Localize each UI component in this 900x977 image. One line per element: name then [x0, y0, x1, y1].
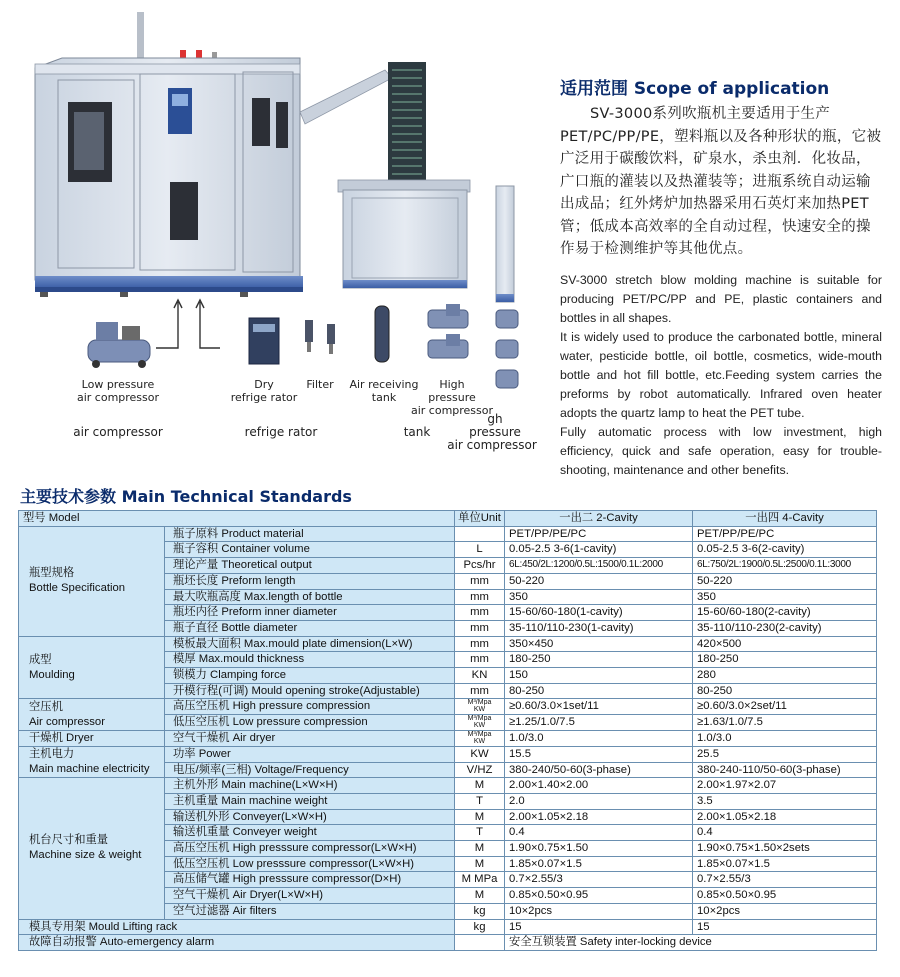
label-bottom-tank: tank [403, 425, 431, 439]
value-2-cavity: 1.85×0.07×1.5 [505, 856, 693, 872]
header-model: 型号 Model [19, 511, 455, 527]
unit: M [455, 841, 505, 857]
value-2-cavity: 180-250 [505, 652, 693, 668]
param: 最大吹瓶高度 Max.length of bottle [165, 589, 455, 605]
value-4-cavity: 50-220 [693, 573, 877, 589]
table-row [19, 699, 877, 715]
air-tank-illustration [375, 306, 389, 362]
value-4-cavity: 10×2pcs [693, 903, 877, 919]
value-4-cavity: 180-250 [693, 652, 877, 668]
unit [455, 699, 505, 715]
value-4-cavity: 15-60/60-180(2-cavity) [693, 605, 877, 621]
label-filter: Filter [306, 378, 334, 391]
param: 空气干燥机 Air Dryer(L×W×H) [165, 888, 455, 904]
param: 空气过滤器 Air filters [165, 903, 455, 919]
header-2-cavity: 一出二 2-Cavity [505, 511, 693, 527]
unit: T [455, 825, 505, 841]
param-mould-lifting-rack: 模具专用架 Mould Lifting rack [19, 919, 455, 935]
low-pressure-compressor-illustration [88, 322, 150, 368]
conveyor-illustration [300, 62, 514, 302]
value-4-cavity: 380-240-110/50-60(3-phase) [693, 762, 877, 778]
value-2-cavity: 2.00×1.05×2.18 [505, 809, 693, 825]
param: 空气干燥机 Air dryer [165, 730, 455, 746]
unit: L [455, 542, 505, 558]
value-4-cavity: 1.90×0.75×1.50×2sets [693, 841, 877, 857]
value-4-cavity: 0.05-2.5 3-6(2-cavity) [693, 542, 877, 558]
unit: kg [455, 903, 505, 919]
value-4-cavity: 15 [693, 919, 877, 935]
unit [455, 526, 505, 542]
scope-en-paragraph-1: SV-3000 stretch blow molding machine is suitable for producing PET/PC/PP and PE, plastic containers and bottles in all shapes. [560, 273, 882, 325]
value-4-cavity: 0.85×0.50×0.95 [693, 888, 877, 904]
label-bottom-refrigerator: refrige rator [244, 425, 318, 439]
scope-english-text [560, 271, 882, 480]
value-safety-interlocking: 安全互锁装置 Safety inter-locking device [505, 935, 877, 951]
value-2-cavity: 150 [505, 668, 693, 684]
scope-en-paragraph-2: It is widely used to produce the carbonated bottle, mineral water, pesticide bottle, oil bottle, cosmetics, wide-mouth bottle and hot fill bottle, etc.Feeding system carries the preforms by robot automatically. Infrared oven heater adopts the quartz lamp to heat the PET tube. [560, 330, 882, 420]
scope-title: 适用范围 Scope of application [560, 79, 830, 99]
value-2-cavity: PET/PP/PE/PC [505, 526, 693, 542]
unit: mm [455, 573, 505, 589]
value-2-cavity: ≥1.25/1.0/7.5 [505, 715, 693, 731]
unit: mm [455, 589, 505, 605]
unit: KN [455, 668, 505, 684]
value-2-cavity: 10×2pcs [505, 903, 693, 919]
value-2-cavity: 50-220 [505, 573, 693, 589]
value-4-cavity: ≥1.63/1.0/7.5 [693, 715, 877, 731]
unit [455, 935, 505, 951]
scope-chinese-text: SV-3000系列吹瓶机主要适用于生产PET/PC/PP/PE，塑料瓶以及各种形状的瓶，它被广泛用于碳酸饮料，矿泉水，杀虫剂．化妆品，广口瓶的灌装以及热灌装等；进瓶系统自动运输出成品；红外烤炉加热器采用石英灯来加热PET管；低成本高效率的全自动过程，快速安全的操作易于检测维护等其他优点。 [560, 106, 882, 257]
param: 高压储气罐 High presssure compressor(D×H) [165, 872, 455, 888]
value-4-cavity: 0.7×2.55/3 [693, 872, 877, 888]
value-2-cavity: 15-60/60-180(1-cavity) [505, 605, 693, 621]
group-moulding: 成型 Moulding [19, 636, 165, 699]
value-4-cavity: 6L:750/2L:1900/0.5L:2500/0.1L:3000 [693, 558, 877, 574]
label-high-pressure-compressor: High pressure air compressor [410, 378, 494, 417]
value-2-cavity: 0.4 [505, 825, 693, 841]
label-air-tank: Air receiving tank [349, 378, 419, 404]
unit: T [455, 793, 505, 809]
value-4-cavity: 2.00×1.05×2.18 [693, 809, 877, 825]
table-row [19, 636, 877, 652]
value-4-cavity: 3.5 [693, 793, 877, 809]
table-row [19, 919, 877, 935]
scope-en-paragraph-3: Fully automatic process with low investment, high efficiency, quick and safe operation, easy for trouble-shooting, maintenance and other benefits. [560, 425, 882, 477]
header-4-cavity: 一出四 4-Cavity [693, 511, 877, 527]
unit-mpa-kw: M³/Mpa KW [467, 699, 492, 714]
param: 锁模力 Clamping force [165, 668, 455, 684]
group-dryer: 干燥机 Dryer [19, 730, 165, 746]
param: 输送机外形 Conveyer(L×W×H) [165, 809, 455, 825]
param: 低压空压机 Low presssure compressor(L×W×H) [165, 856, 455, 872]
param: 电压/频率(三相) Voltage/Frequency [165, 762, 455, 778]
param: 功率 Power [165, 746, 455, 762]
label-bottom-pressure: pressure [469, 425, 521, 439]
value-4-cavity: 80-250 [693, 683, 877, 699]
value-2-cavity: 0.05-2.5 3-6(1-cavity) [505, 542, 693, 558]
param: 瓶坯内径 Preform inner diameter [165, 605, 455, 621]
param: 模厚 Max.mould thickness [165, 652, 455, 668]
label-dryer: Dry refrige rator [230, 378, 298, 404]
value-2-cavity: 0.85×0.50×0.95 [505, 888, 693, 904]
unit [455, 730, 505, 746]
group-electricity: 主机电力 Main machine electricity [19, 746, 165, 777]
unit: M [455, 888, 505, 904]
value-4-cavity: 25.5 [693, 746, 877, 762]
value-4-cavity: 2.00×1.97×2.07 [693, 778, 877, 794]
table-row [19, 730, 877, 746]
value-2-cavity: 35-110/110-230(1-cavity) [505, 620, 693, 636]
main-machine-illustration [35, 12, 303, 297]
param: 开模行程(可调) Mould opening stroke(Adjustable) [165, 683, 455, 699]
group-size-weight: 机台尺寸和重量 Machine size & weight [19, 778, 165, 919]
param: 模板最大面积 Max.mould plate dimension(L×W) [165, 636, 455, 652]
value-4-cavity: PET/PP/PE/PC [693, 526, 877, 542]
param: 理论产量 Theoretical output [165, 558, 455, 574]
param: 输送机重量 Conveyer weight [165, 825, 455, 841]
value-2-cavity: 2.00×1.40×2.00 [505, 778, 693, 794]
table-row [19, 935, 877, 951]
param: 高压空压机 High pressure compression [165, 699, 455, 715]
value-2-cavity: 6L:450/2L:1200/0.5L:1500/0.1L:2000 [505, 558, 693, 574]
param: 高压空压机 High presssure compressor(L×W×H) [165, 841, 455, 857]
tech-standards-title: 主要技术参数 Main Technical Standards [20, 487, 352, 506]
table-row [19, 778, 877, 794]
unit: mm [455, 683, 505, 699]
unit: mm [455, 636, 505, 652]
value-2-cavity: 350 [505, 589, 693, 605]
unit: mm [455, 605, 505, 621]
param: 瓶坯长度 Preform length [165, 573, 455, 589]
param: 低压空压机 Low pressure compression [165, 715, 455, 731]
table-row [19, 526, 877, 542]
unit-mpa-kw: M³/Mpa KW [467, 731, 492, 745]
unit-mpa-kw: M³/Mpa KW [467, 715, 492, 730]
unit: kg [455, 919, 505, 935]
param-auto-emergency-alarm: 故障自动报警 Auto-emergency alarm [19, 935, 455, 951]
filter-illustration [305, 320, 335, 354]
unit: V/HZ [455, 762, 505, 778]
unit: M [455, 778, 505, 794]
value-4-cavity: 350 [693, 589, 877, 605]
value-4-cavity: ≥0.60/3.0×2set/11 [693, 699, 877, 715]
spec-table [18, 510, 877, 951]
param: 主机重量 Main machine weight [165, 793, 455, 809]
label-bottom-air-compressor: air compressor [73, 425, 163, 439]
unit: KW [455, 746, 505, 762]
param: 主机外形 Main machine(L×W×H) [165, 778, 455, 794]
value-4-cavity: 35-110/110-230(2-cavity) [693, 620, 877, 636]
group-air-compressor: 空压机 Air compressor [19, 699, 165, 730]
value-2-cavity: 2.0 [505, 793, 693, 809]
group-bottle-spec: 瓶型规格 Bottle Specification [19, 526, 165, 636]
dryer-illustration [249, 318, 279, 364]
value-2-cavity: 380-240/50-60(3-phase) [505, 762, 693, 778]
label-low-pressure-compressor: Low pressure air compressor [76, 378, 160, 404]
unit: mm [455, 620, 505, 636]
value-2-cavity: ≥0.60/3.0×1set/11 [505, 699, 693, 715]
param: 瓶子原料 Product material [165, 526, 455, 542]
value-2-cavity: 15 [505, 919, 693, 935]
value-2-cavity: 0.7×2.55/3 [505, 872, 693, 888]
value-2-cavity: 15.5 [505, 746, 693, 762]
value-2-cavity: 80-250 [505, 683, 693, 699]
unit [455, 715, 505, 731]
flow-arrows [156, 300, 220, 348]
value-4-cavity: 280 [693, 668, 877, 684]
high-pressure-compressor-illustration [428, 304, 518, 388]
value-4-cavity: 420×500 [693, 636, 877, 652]
value-4-cavity: 1.0/3.0 [693, 730, 877, 746]
table-header-row [19, 511, 877, 527]
unit: Pcs/hr [455, 558, 505, 574]
param: 瓶子容积 Container volume [165, 542, 455, 558]
value-2-cavity: 1.90×0.75×1.50 [505, 841, 693, 857]
label-bottom-gh: gh [487, 412, 503, 426]
unit: M [455, 809, 505, 825]
unit: M [455, 856, 505, 872]
value-4-cavity: 0.4 [693, 825, 877, 841]
value-2-cavity: 350×450 [505, 636, 693, 652]
label-bottom-air-compressor-2: air compressor [447, 438, 537, 452]
header-unit: 单位Unit [455, 511, 505, 527]
unit: M MPa [455, 872, 505, 888]
unit: mm [455, 652, 505, 668]
value-2-cavity: 1.0/3.0 [505, 730, 693, 746]
value-4-cavity: 1.85×0.07×1.5 [693, 856, 877, 872]
param: 瓶子直径 Bottle diameter [165, 620, 455, 636]
table-row [19, 746, 877, 762]
